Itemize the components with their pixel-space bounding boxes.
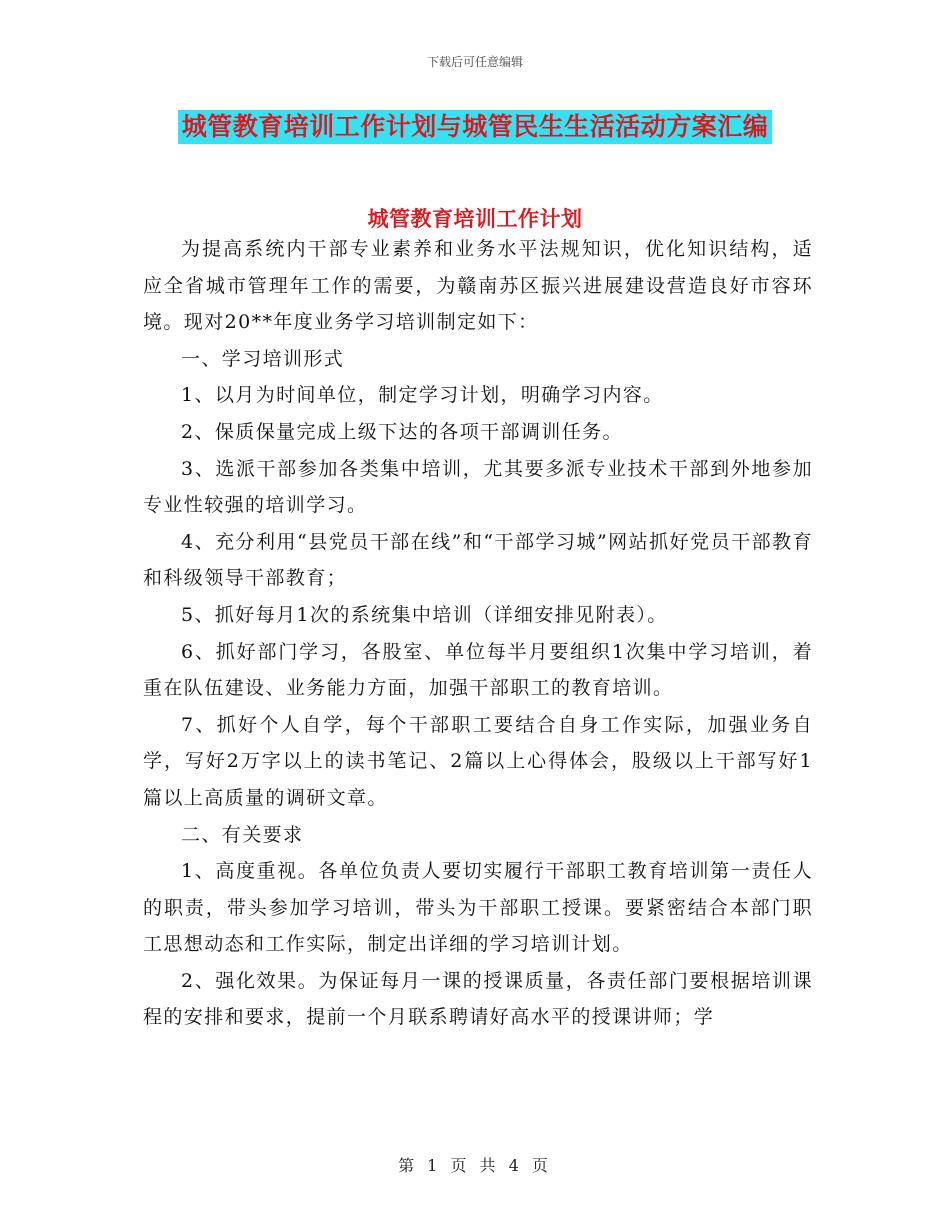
paragraph-item-2: 2、保质保量完成上级下达的各项干部调训任务。	[181, 420, 623, 443]
paragraph-item-7: 7、抓好个人自学，每个干部职工要结合自身工作实际，加强业务自学，写好2万字以上的读书笔记、2篇以上心得体会，股级以上干部写好1篇以上高质量的调研文章。	[143, 713, 813, 809]
paragraph-item-5: 5、抓好每月1次的系统集中培训（详细安排见附表）。	[181, 603, 668, 626]
section-title: 城管教育培训工作计划	[367, 207, 583, 231]
paragraph-item-3: 3、选派干部参加各类集中培训，尤其要多派专业技术干部到外地参加专业性较强的培训学习。	[143, 457, 813, 517]
paragraph-item-4: 4、充分利用“县党员干部在线”和“干部学习城”网站抓好党员干部教育和科级领导干部教育；	[143, 530, 813, 590]
page-footer: 第 1 页 共 4 页	[398, 1156, 552, 1175]
heading-requirements: 二、有关要求	[181, 823, 304, 846]
main-title-wrap	[0, 110, 950, 144]
document-body	[143, 231, 813, 1036]
paragraph-item-6: 6、抓好部门学习，各股室、单位每半月要组织1次集中学习培训，着重在队伍建设、业务能力方面，加强干部职工的教育培训。	[143, 640, 813, 700]
paragraph-intro: 为提高系统内干部专业素养和业务水平法规知识，优化知识结构，适应全省城市管理年工作的需要，为赣南苏区振兴进展建设营造良好市容环境。现对20**年度业务学习培训制定如下：	[143, 238, 813, 334]
document-title: 城管教育培训工作计划与城管民生生活活动方案汇编	[178, 110, 773, 144]
paragraph-item-1: 1、以月为时间单位，制定学习计划，明确学习内容。	[181, 384, 664, 407]
paragraph-requirement-2: 2、强化效果。为保证每月一课的授课质量，各责任部门要根据培训课程的安排和要求，提前一个月联系聘请好高水平的授课讲师；学	[143, 969, 813, 1029]
paragraph-requirement-1: 1、高度重视。各单位负责人要切实履行干部职工教育培训第一责任人的职责，带头参加学习培训，带头为干部职工授课。要紧密结合本部门职工思想动态和工作实际，制定出详细的学习培训计划。	[143, 860, 813, 956]
heading-training-form: 一、学习培训形式	[181, 347, 345, 370]
header-note: 下载后可任意编辑	[426, 55, 523, 69]
